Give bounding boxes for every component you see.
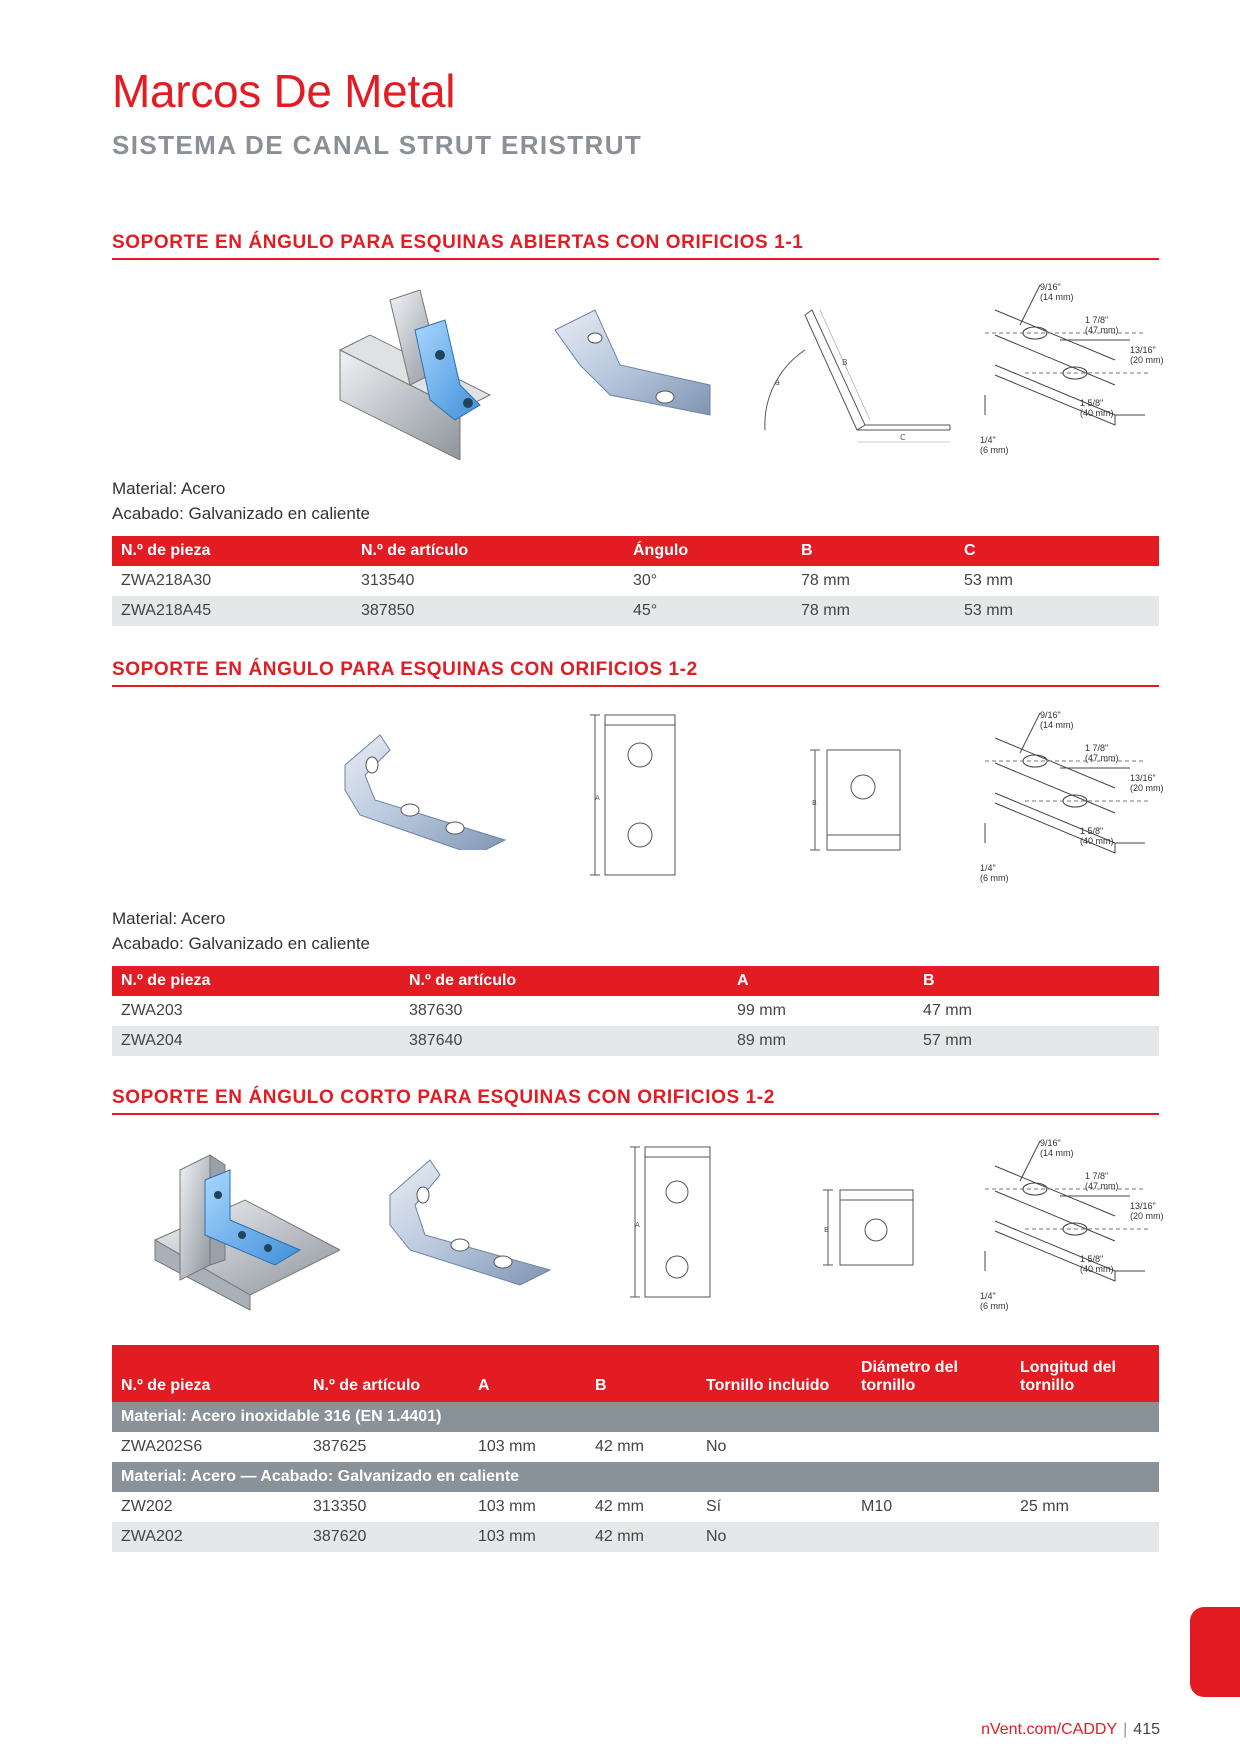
spec-d1-mm: (14 mm): [1040, 292, 1074, 302]
spec-d3-mm: (20 mm): [1130, 783, 1164, 793]
spec-d3-mm: (20 mm): [1130, 1211, 1164, 1221]
table-cell: ZWA218A45: [112, 596, 352, 626]
group-label: Material: Acero inoxidable 316 (EN 1.4401): [112, 1402, 1159, 1432]
table-header-row: [112, 966, 1159, 996]
column-header: B: [914, 966, 1159, 996]
column-header: A: [469, 1345, 586, 1402]
diagram-label-b: B: [812, 799, 817, 807]
hole-spec-diagram-1: [965, 270, 1165, 460]
column-header: N.º de artículo: [304, 1345, 469, 1402]
table-cell: 42 mm: [595, 1498, 644, 1515]
spec-d4-mm: (40 mm): [1080, 836, 1114, 846]
table-cell: 387630: [409, 1002, 463, 1019]
column-header: N.º de artículo: [400, 966, 728, 996]
table-cell: 99 mm: [737, 1002, 786, 1019]
table-group-row: [112, 1462, 1159, 1492]
table-cell: 387625: [313, 1438, 367, 1455]
table-cell: [852, 1432, 1011, 1462]
table-cell: 387850: [352, 596, 624, 626]
table-cell: ZW202: [121, 1498, 173, 1515]
section-title-3: SOPORTE EN ÁNGULO CORTO PARA ESQUINAS CON ORIFICIOS 1-2: [112, 1087, 1159, 1115]
spec-d4: 1 5/8": [1080, 1254, 1104, 1264]
spec-d5-mm: (6 mm): [980, 1301, 1009, 1311]
group-label: Material: Acero — Acabado: Galvanizado en caliente: [112, 1462, 1159, 1492]
table-cell: No: [706, 1438, 727, 1455]
page-footer: [981, 1721, 1160, 1739]
finish-label: Acabado: Galvanizado en caliente: [112, 504, 371, 523]
table-row: [112, 596, 1159, 626]
table-cell: 387640: [400, 1026, 728, 1056]
table-cell: 89 mm: [728, 1026, 914, 1056]
page-title: Marcos De Metal: [112, 65, 456, 117]
front-view-diagram: [630, 1142, 730, 1302]
spec-d2-mm: (47 mm): [1085, 753, 1119, 763]
table-row: [112, 996, 1159, 1026]
table-cell: 53 mm: [964, 572, 1013, 589]
spec-d1-mm: (14 mm): [1040, 1148, 1074, 1158]
spec-d3: 13/16": [1130, 1201, 1156, 1211]
column-header: N.º de pieza: [112, 966, 400, 996]
hole-spec-diagram-2: [965, 698, 1165, 888]
table-cell: 313350: [313, 1498, 367, 1515]
material-label: Material: Acero: [112, 909, 226, 928]
table-row: [112, 566, 1159, 596]
diagram-label-b: B: [842, 358, 848, 367]
table-header-row: [112, 536, 1159, 566]
table-cell: [1011, 1522, 1159, 1552]
spec-d1: 9/16": [1040, 282, 1061, 292]
table-cell: 45°: [624, 596, 792, 626]
table-cell: ZWA218A30: [121, 572, 212, 589]
spec-d1-mm: (14 mm): [1040, 720, 1074, 730]
table-cell: 78 mm: [801, 572, 850, 589]
bracket-installed-image: [150, 1140, 340, 1315]
column-header: C: [955, 536, 1159, 566]
table-cell: ZWA204: [112, 1026, 400, 1056]
table-cell: [852, 1522, 1011, 1552]
finish-label: Acabado: Galvanizado en caliente: [112, 934, 371, 953]
spec-d4: 1 5/8": [1080, 398, 1104, 408]
diagram-label-a: A: [595, 794, 600, 802]
spec-d5: 1/4": [980, 435, 996, 445]
table-cell: 57 mm: [914, 1026, 1159, 1056]
table-cell: ZWA202S6: [121, 1438, 203, 1455]
hole-spec-diagram-3: [965, 1126, 1165, 1316]
material-info-1: [112, 476, 370, 526]
side-view-diagram: [805, 745, 905, 855]
spec-d5-mm: (6 mm): [980, 445, 1009, 455]
section-title-2: SOPORTE EN ÁNGULO PARA ESQUINAS CON ORIFICIOS 1-2: [112, 659, 1159, 687]
spec-d2: 1 7/8": [1085, 743, 1109, 753]
spec-d3-mm: (20 mm): [1130, 355, 1164, 365]
diagram-label-b: B: [824, 1226, 829, 1234]
table-cell: 103 mm: [469, 1522, 586, 1552]
spec-d2-mm: (47 mm): [1085, 325, 1119, 335]
footer-separator: |: [1123, 1721, 1128, 1738]
table-cell: No: [697, 1522, 852, 1552]
material-label: Material: Acero: [112, 479, 226, 498]
diagram-label-a: a: [775, 378, 780, 387]
spec-d2: 1 7/8": [1085, 1171, 1109, 1181]
section-title-1: SOPORTE EN ÁNGULO PARA ESQUINAS ABIERTAS CON ORIFICIOS 1-1: [112, 232, 1159, 260]
table-row: [112, 1432, 1159, 1462]
spec-d2: 1 7/8": [1085, 315, 1109, 325]
table-cell: M10: [861, 1498, 893, 1515]
table-group-row: [112, 1402, 1159, 1432]
table-cell: 47 mm: [923, 1002, 972, 1019]
spec-table-1: [112, 536, 1159, 626]
table-row: [112, 1492, 1159, 1522]
column-header: N.º de artículo: [352, 536, 624, 566]
spec-d5: 1/4": [980, 1291, 996, 1301]
spec-d3: 13/16": [1130, 345, 1156, 355]
column-header: N.º de pieza: [112, 536, 352, 566]
page-subtitle: SISTEMA DE CANAL STRUT ERISTRUT: [112, 130, 643, 160]
spec-table-2: [112, 966, 1159, 1056]
spec-d4: 1 5/8": [1080, 826, 1104, 836]
table-cell: 53 mm: [955, 596, 1159, 626]
table-row: [112, 1026, 1159, 1056]
bracket-photo: [550, 305, 720, 425]
column-header: B: [792, 536, 955, 566]
column-header: A: [728, 966, 914, 996]
spec-d5-mm: (6 mm): [980, 873, 1009, 883]
table-cell: ZWA203: [121, 1002, 183, 1019]
table-cell: 25 mm: [1020, 1498, 1069, 1515]
column-header: Ángulo: [624, 536, 792, 566]
table-cell: [1011, 1432, 1159, 1462]
footer-link[interactable]: nVent.com/CADDY: [981, 1721, 1118, 1738]
table-header-row: [112, 1345, 1159, 1402]
bracket-photo: [385, 1150, 555, 1290]
diagram-label-c: C: [900, 433, 906, 442]
table-cell: 30°: [633, 572, 658, 589]
side-view-diagram: [820, 1185, 920, 1270]
table-cell: 42 mm: [586, 1522, 697, 1552]
material-info-2: [112, 906, 370, 956]
column-header: Longitud del tornillo: [1011, 1345, 1159, 1402]
spec-d4-mm: (40 mm): [1080, 1264, 1114, 1274]
diagram-label-a: A: [635, 1221, 640, 1229]
table-cell: 313540: [361, 572, 415, 589]
table-cell: 103 mm: [478, 1438, 536, 1455]
section-side-tab: [1190, 1607, 1240, 1697]
spec-d5: 1/4": [980, 863, 996, 873]
spec-d4-mm: (40 mm): [1080, 408, 1114, 418]
table-cell: 387620: [304, 1522, 469, 1552]
spec-d3: 13/16": [1130, 773, 1156, 783]
spec-d2-mm: (47 mm): [1085, 1181, 1119, 1191]
spec-table-3: [112, 1345, 1159, 1552]
spec-d1: 9/16": [1040, 710, 1061, 720]
table-cell: 103 mm: [478, 1498, 536, 1515]
page-number: 415: [1133, 1721, 1160, 1738]
column-header: B: [586, 1345, 697, 1402]
table-cell: 42 mm: [595, 1438, 644, 1455]
table-row: [112, 1522, 1159, 1552]
table-cell: ZWA202: [112, 1522, 304, 1552]
bracket-installed-image: [330, 290, 500, 460]
column-header: Tornillo incluido: [697, 1345, 852, 1402]
angle-diagram: [750, 305, 960, 450]
table-cell: Sí: [706, 1498, 722, 1515]
table-cell: 78 mm: [792, 596, 955, 626]
column-header: Diámetro del tornillo: [852, 1345, 1011, 1402]
bracket-photo: [340, 730, 510, 850]
spec-d1: 9/16": [1040, 1138, 1061, 1148]
column-header: N.º de pieza: [112, 1345, 304, 1402]
front-view-diagram: [590, 710, 690, 880]
